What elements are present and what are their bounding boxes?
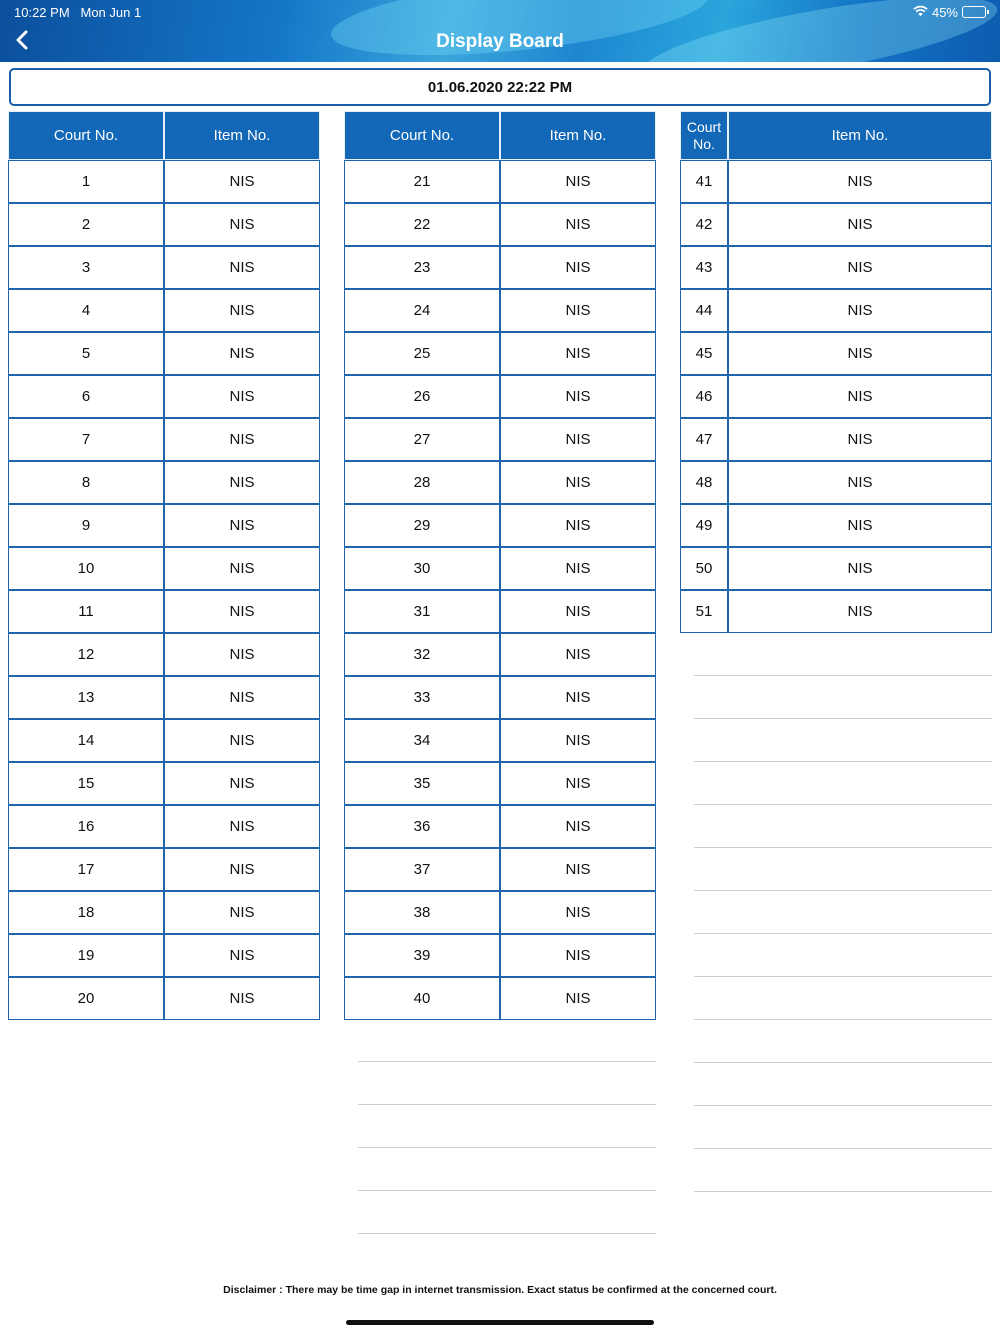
court-number-cell: 34 bbox=[344, 719, 500, 762]
court-table-2 bbox=[344, 111, 656, 1020]
item-number-cell: NIS bbox=[728, 160, 992, 203]
court-number-cell: 20 bbox=[8, 977, 164, 1020]
table-row bbox=[344, 977, 656, 1020]
court-number-cell: 26 bbox=[344, 375, 500, 418]
row-separator bbox=[358, 1233, 656, 1234]
home-indicator bbox=[346, 1320, 654, 1325]
table-row bbox=[680, 418, 992, 461]
item-no-header: Item No. bbox=[500, 111, 656, 160]
item-number-cell: NIS bbox=[164, 977, 320, 1020]
table-row bbox=[680, 504, 992, 547]
table-header-row bbox=[680, 111, 992, 160]
row-separator bbox=[358, 1061, 656, 1062]
court-number-cell: 17 bbox=[8, 848, 164, 891]
court-table-3 bbox=[680, 111, 992, 633]
table-row bbox=[8, 332, 320, 375]
table-row bbox=[344, 590, 656, 633]
status-time: 10:22 PM bbox=[14, 5, 70, 20]
table-row bbox=[8, 633, 320, 676]
item-number-cell: NIS bbox=[164, 289, 320, 332]
item-number-cell: NIS bbox=[164, 375, 320, 418]
table-row bbox=[680, 590, 992, 633]
court-number-cell: 38 bbox=[344, 891, 500, 934]
row-separator bbox=[358, 1190, 656, 1191]
court-number-cell: 23 bbox=[344, 246, 500, 289]
court-number-cell: 7 bbox=[8, 418, 164, 461]
table-row bbox=[344, 418, 656, 461]
item-number-cell: NIS bbox=[500, 246, 656, 289]
item-number-cell: NIS bbox=[164, 848, 320, 891]
item-number-cell: NIS bbox=[164, 719, 320, 762]
item-number-cell: NIS bbox=[500, 676, 656, 719]
item-number-cell: NIS bbox=[500, 547, 656, 590]
disclaimer-text: Disclaimer : There may be time gap in internet transmission. Exact status be confirmed at the concerned court. bbox=[223, 1284, 777, 1296]
court-number-cell: 13 bbox=[8, 676, 164, 719]
court-number-cell: 19 bbox=[8, 934, 164, 977]
table-row bbox=[344, 547, 656, 590]
table-row bbox=[8, 977, 320, 1020]
table-row bbox=[8, 418, 320, 461]
item-number-cell: NIS bbox=[500, 762, 656, 805]
date-time-text: 01.06.2020 22:22 PM bbox=[427, 78, 573, 96]
item-number-cell: NIS bbox=[164, 504, 320, 547]
table-row bbox=[344, 848, 656, 891]
court-table-1 bbox=[8, 111, 320, 1020]
row-separator bbox=[694, 976, 992, 977]
item-number-cell: NIS bbox=[500, 891, 656, 934]
table-row bbox=[8, 203, 320, 246]
item-number-cell: NIS bbox=[164, 633, 320, 676]
status-bar-right bbox=[913, 4, 986, 20]
court-no-header: Court No. bbox=[680, 111, 728, 160]
court-number-cell: 14 bbox=[8, 719, 164, 762]
court-number-cell: 3 bbox=[8, 246, 164, 289]
court-number-cell: 46 bbox=[680, 375, 728, 418]
item-number-cell: NIS bbox=[728, 504, 992, 547]
court-number-cell: 11 bbox=[8, 590, 164, 633]
table-row bbox=[8, 590, 320, 633]
item-number-cell: NIS bbox=[728, 246, 992, 289]
court-number-cell: 37 bbox=[344, 848, 500, 891]
court-number-cell: 15 bbox=[8, 762, 164, 805]
court-number-cell: 10 bbox=[8, 547, 164, 590]
row-separator bbox=[694, 675, 992, 676]
court-number-cell: 27 bbox=[344, 418, 500, 461]
court-number-cell: 8 bbox=[8, 461, 164, 504]
court-number-cell: 5 bbox=[8, 332, 164, 375]
table-row bbox=[8, 805, 320, 848]
court-no-header: Court No. bbox=[8, 111, 164, 160]
court-number-cell: 9 bbox=[8, 504, 164, 547]
item-number-cell: NIS bbox=[500, 418, 656, 461]
court-number-cell: 41 bbox=[680, 160, 728, 203]
item-number-cell: NIS bbox=[164, 418, 320, 461]
table-row bbox=[680, 547, 992, 590]
table-row bbox=[344, 805, 656, 848]
date-display bbox=[9, 68, 991, 106]
table-row bbox=[680, 246, 992, 289]
table-row bbox=[344, 633, 656, 676]
item-number-cell: NIS bbox=[728, 332, 992, 375]
battery-percent: 45% bbox=[931, 4, 958, 20]
row-separator bbox=[694, 890, 992, 891]
table-row bbox=[8, 676, 320, 719]
row-separator bbox=[694, 1148, 992, 1149]
item-number-cell: NIS bbox=[164, 203, 320, 246]
item-number-cell: NIS bbox=[164, 805, 320, 848]
table-row bbox=[344, 891, 656, 934]
court-number-cell: 28 bbox=[344, 461, 500, 504]
table-row bbox=[344, 375, 656, 418]
item-number-cell: NIS bbox=[164, 246, 320, 289]
status-bar-time-date bbox=[14, 5, 141, 20]
item-number-cell: NIS bbox=[164, 590, 320, 633]
court-number-cell: 51 bbox=[680, 590, 728, 633]
row-separator bbox=[694, 847, 992, 848]
row-separator bbox=[694, 1019, 992, 1020]
item-number-cell: NIS bbox=[164, 547, 320, 590]
item-number-cell: NIS bbox=[500, 203, 656, 246]
court-number-cell: 45 bbox=[680, 332, 728, 375]
court-number-cell: 31 bbox=[344, 590, 500, 633]
court-number-cell: 22 bbox=[344, 203, 500, 246]
table-row bbox=[344, 676, 656, 719]
court-number-cell: 18 bbox=[8, 891, 164, 934]
court-number-cell: 12 bbox=[8, 633, 164, 676]
court-number-cell: 47 bbox=[680, 418, 728, 461]
item-number-cell: NIS bbox=[500, 504, 656, 547]
court-number-cell: 16 bbox=[8, 805, 164, 848]
table-row bbox=[344, 203, 656, 246]
court-number-cell: 35 bbox=[344, 762, 500, 805]
table-row bbox=[8, 375, 320, 418]
item-number-cell: NIS bbox=[164, 934, 320, 977]
page-title: Display Board bbox=[436, 31, 564, 52]
item-number-cell: NIS bbox=[500, 590, 656, 633]
row-separator bbox=[694, 804, 992, 805]
status-date: Mon Jun 1 bbox=[80, 5, 142, 20]
table-row bbox=[8, 762, 320, 805]
table-row bbox=[344, 160, 656, 203]
table-row bbox=[8, 934, 320, 977]
item-number-cell: NIS bbox=[728, 203, 992, 246]
court-number-cell: 6 bbox=[8, 375, 164, 418]
table-row bbox=[8, 719, 320, 762]
item-number-cell: NIS bbox=[500, 719, 656, 762]
row-separator bbox=[694, 718, 992, 719]
item-number-cell: NIS bbox=[500, 934, 656, 977]
item-number-cell: NIS bbox=[164, 461, 320, 504]
table-row bbox=[680, 461, 992, 504]
item-number-cell: NIS bbox=[164, 160, 320, 203]
table-header-row bbox=[344, 111, 656, 160]
item-number-cell: NIS bbox=[500, 977, 656, 1020]
item-number-cell: NIS bbox=[500, 848, 656, 891]
item-number-cell: NIS bbox=[500, 805, 656, 848]
table-row bbox=[680, 203, 992, 246]
court-number-cell: 44 bbox=[680, 289, 728, 332]
court-no-header: Court No. bbox=[344, 111, 500, 160]
table-row bbox=[680, 289, 992, 332]
table-row bbox=[8, 160, 320, 203]
item-number-cell: NIS bbox=[728, 418, 992, 461]
table-row bbox=[344, 461, 656, 504]
item-number-cell: NIS bbox=[164, 762, 320, 805]
table-row bbox=[344, 504, 656, 547]
table-row bbox=[344, 762, 656, 805]
court-number-cell: 42 bbox=[680, 203, 728, 246]
table-row bbox=[8, 848, 320, 891]
item-no-header: Item No. bbox=[728, 111, 992, 160]
item-no-header: Item No. bbox=[164, 111, 320, 160]
item-number-cell: NIS bbox=[728, 590, 992, 633]
table-row bbox=[8, 891, 320, 934]
item-number-cell: NIS bbox=[728, 547, 992, 590]
item-number-cell: NIS bbox=[500, 375, 656, 418]
table-row bbox=[344, 934, 656, 977]
row-separator bbox=[694, 1191, 992, 1192]
court-number-cell: 21 bbox=[344, 160, 500, 203]
item-number-cell: NIS bbox=[728, 289, 992, 332]
court-number-cell: 43 bbox=[680, 246, 728, 289]
row-separator bbox=[694, 761, 992, 762]
item-number-cell: NIS bbox=[164, 676, 320, 719]
court-number-cell: 25 bbox=[344, 332, 500, 375]
item-number-cell: NIS bbox=[728, 375, 992, 418]
item-number-cell: NIS bbox=[164, 332, 320, 375]
table-header-row bbox=[8, 111, 320, 160]
row-separator bbox=[694, 1062, 992, 1063]
court-number-cell: 4 bbox=[8, 289, 164, 332]
item-number-cell: NIS bbox=[500, 160, 656, 203]
court-number-cell: 30 bbox=[344, 547, 500, 590]
item-number-cell: NIS bbox=[500, 461, 656, 504]
court-number-cell: 39 bbox=[344, 934, 500, 977]
table-row bbox=[8, 461, 320, 504]
item-number-cell: NIS bbox=[500, 633, 656, 676]
court-number-cell: 49 bbox=[680, 504, 728, 547]
table-row bbox=[344, 332, 656, 375]
court-number-cell: 32 bbox=[344, 633, 500, 676]
table-row bbox=[680, 160, 992, 203]
item-number-cell: NIS bbox=[500, 332, 656, 375]
table-row bbox=[680, 375, 992, 418]
court-number-cell: 50 bbox=[680, 547, 728, 590]
court-number-cell: 24 bbox=[344, 289, 500, 332]
navigation-bar bbox=[0, 0, 1000, 62]
table-row bbox=[8, 504, 320, 547]
item-number-cell: NIS bbox=[164, 891, 320, 934]
item-number-cell: NIS bbox=[500, 289, 656, 332]
item-number-cell: NIS bbox=[728, 461, 992, 504]
table-row bbox=[680, 332, 992, 375]
wifi-icon bbox=[913, 5, 928, 20]
court-number-cell: 33 bbox=[344, 676, 500, 719]
court-number-cell: 2 bbox=[8, 203, 164, 246]
table-row bbox=[344, 719, 656, 762]
court-number-cell: 48 bbox=[680, 461, 728, 504]
court-number-cell: 36 bbox=[344, 805, 500, 848]
row-separator bbox=[358, 1104, 656, 1105]
court-number-cell: 29 bbox=[344, 504, 500, 547]
table-row bbox=[344, 289, 656, 332]
row-separator bbox=[694, 1105, 992, 1106]
row-separator bbox=[358, 1147, 656, 1148]
row-separator bbox=[694, 933, 992, 934]
table-row bbox=[8, 289, 320, 332]
court-number-cell: 1 bbox=[8, 160, 164, 203]
court-number-cell: 40 bbox=[344, 977, 500, 1020]
battery-icon bbox=[962, 6, 986, 18]
table-row bbox=[8, 547, 320, 590]
table-row bbox=[8, 246, 320, 289]
table-row bbox=[344, 246, 656, 289]
